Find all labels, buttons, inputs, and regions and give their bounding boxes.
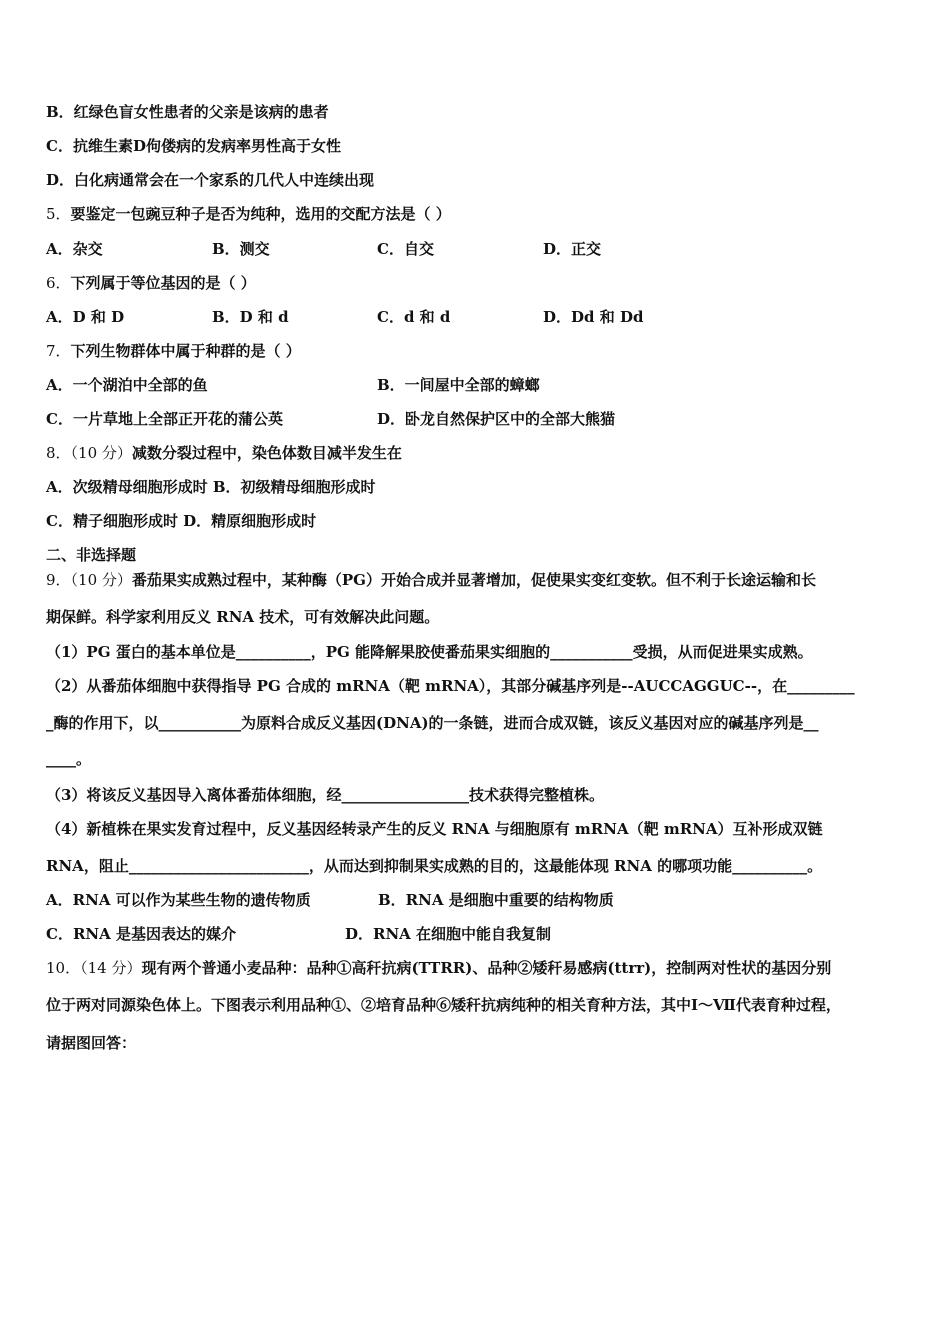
q5-option-d: D．正交 xyxy=(543,240,602,258)
q9-part4-line2: RNA，阻止________________________，从而达到抑制果实成熟的目的，这最能体现 RNA 的哪项功能__________。 xyxy=(46,857,823,875)
q6-number: 6． xyxy=(46,274,71,292)
q9-number: 9．（10 分） xyxy=(46,571,132,589)
q8-text: 减数分裂过程中，染色体数目减半发生在 xyxy=(131,444,402,462)
q7-stem xyxy=(46,342,301,360)
q9-part2-line3: ____。 xyxy=(46,750,92,768)
q6-text: 下列属于等位基因的是（ ） xyxy=(70,274,256,292)
q9-part2-line2: _酶的作用下，以___________为原料合成反义基因(DNA)的一条链，进而合成双链，该反义基因对应的碱基序列是__ xyxy=(46,714,819,732)
q8-stem xyxy=(46,444,402,462)
q7-number: 7． xyxy=(46,342,71,360)
q9-line1 xyxy=(46,571,816,589)
q9-line2: 期保鲜。科学家利用反义 RNA 技术，可有效解决此问题。 xyxy=(46,608,440,626)
q5-option-c: C．自交 xyxy=(377,240,434,258)
q9-option-d: D．RNA 在细胞中能自我复制 xyxy=(345,925,552,943)
q9-part3: （3）将该反义基因导入离体番茄体细胞，经_________________技术获得完整植株。 xyxy=(46,786,604,804)
q10-number: 10．（14 分） xyxy=(46,959,142,977)
q8-options-row2: C．精子细胞形成时 D．精原细胞形成时 xyxy=(46,512,317,530)
q9-text: 番茄果实成熟过程中，某种酶（PG）开始合成并显著增加，促使果实变红变软。但不利于长途运输和长 xyxy=(131,571,817,589)
q5-number: 5． xyxy=(46,205,71,223)
q10-line3: 请据图回答： xyxy=(46,1034,137,1052)
q7-option-c: C．一片草地上全部正开花的蒲公英 xyxy=(46,410,283,428)
q6-option-a: A．D 和 D xyxy=(46,308,125,326)
q7-text: 下列生物群体中属于种群的是（ ） xyxy=(70,342,301,360)
q6-option-c: C．d 和 d xyxy=(377,308,451,326)
q4-option-c: C．抗维生素D佝偻病的发病率男性高于女性 xyxy=(46,137,341,155)
q9-part1: （1）PG 蛋白的基本单位是__________，PG 能降解果胶使番茄果实细胞的___________受损，从而促进果实成熟。 xyxy=(46,643,813,661)
section-heading: 二、非选择题 xyxy=(46,546,137,564)
q6-stem xyxy=(46,274,256,292)
q10-line1 xyxy=(46,959,831,977)
q9-option-c: C．RNA 是基因表达的媒介 xyxy=(46,925,236,943)
q10-text: 现有两个普通小麦品种：品种①高秆抗病(TTRR)、品种②矮秆易感病(ttrr)，控制两对性状的基因分别 xyxy=(141,959,832,977)
q4-option-d: D．白化病通常会在一个家系的几代人中连续出现 xyxy=(46,171,375,189)
q5-text: 要鉴定一包豌豆种子是否为纯种，选用的交配方法是（ ） xyxy=(70,205,451,223)
q4-option-b: B．红绿色盲女性患者的父亲是该病的患者 xyxy=(46,103,329,121)
q5-stem xyxy=(46,205,451,223)
q9-option-b: B．RNA 是细胞中重要的结构物质 xyxy=(378,891,614,909)
q5-option-b: B．测交 xyxy=(212,240,270,258)
q7-option-b: B．一间屋中全部的蟑螂 xyxy=(377,376,540,394)
q6-option-b: B．D 和 d xyxy=(212,308,289,326)
q7-option-d: D．卧龙自然保护区中的全部大熊猫 xyxy=(377,410,616,428)
q9-part4-line1: （4）新植株在果实发育过程中，反义基因经转录产生的反义 RNA 与细胞原有 mRNA（靶 mRNA）互补形成双链 xyxy=(46,820,823,838)
q5-option-a: A．杂交 xyxy=(46,240,103,258)
q10-line2: 位于两对同源染色体上。下图表示利用品种①、②培育品种⑥矮秆抗病纯种的相关育种方法，其中Ⅰ～Ⅶ代表育种过程， xyxy=(46,996,841,1014)
q7-option-a: A．一个湖泊中全部的鱼 xyxy=(46,376,208,394)
q9-part2-line1: （2）从番茄体细胞中获得指导 PG 合成的 mRNA（靶 mRNA），其部分碱基序列是--AUCCAGGUC--，在_________ xyxy=(46,677,855,695)
q6-option-d: D．Dd 和 Dd xyxy=(543,308,644,326)
q8-number: 8．（10 分） xyxy=(46,444,132,462)
q8-options-row1: A．次级精母细胞形成时 B．初级精母细胞形成时 xyxy=(46,478,376,496)
q9-option-a: A．RNA 可以作为某些生物的遗传物质 xyxy=(46,891,311,909)
